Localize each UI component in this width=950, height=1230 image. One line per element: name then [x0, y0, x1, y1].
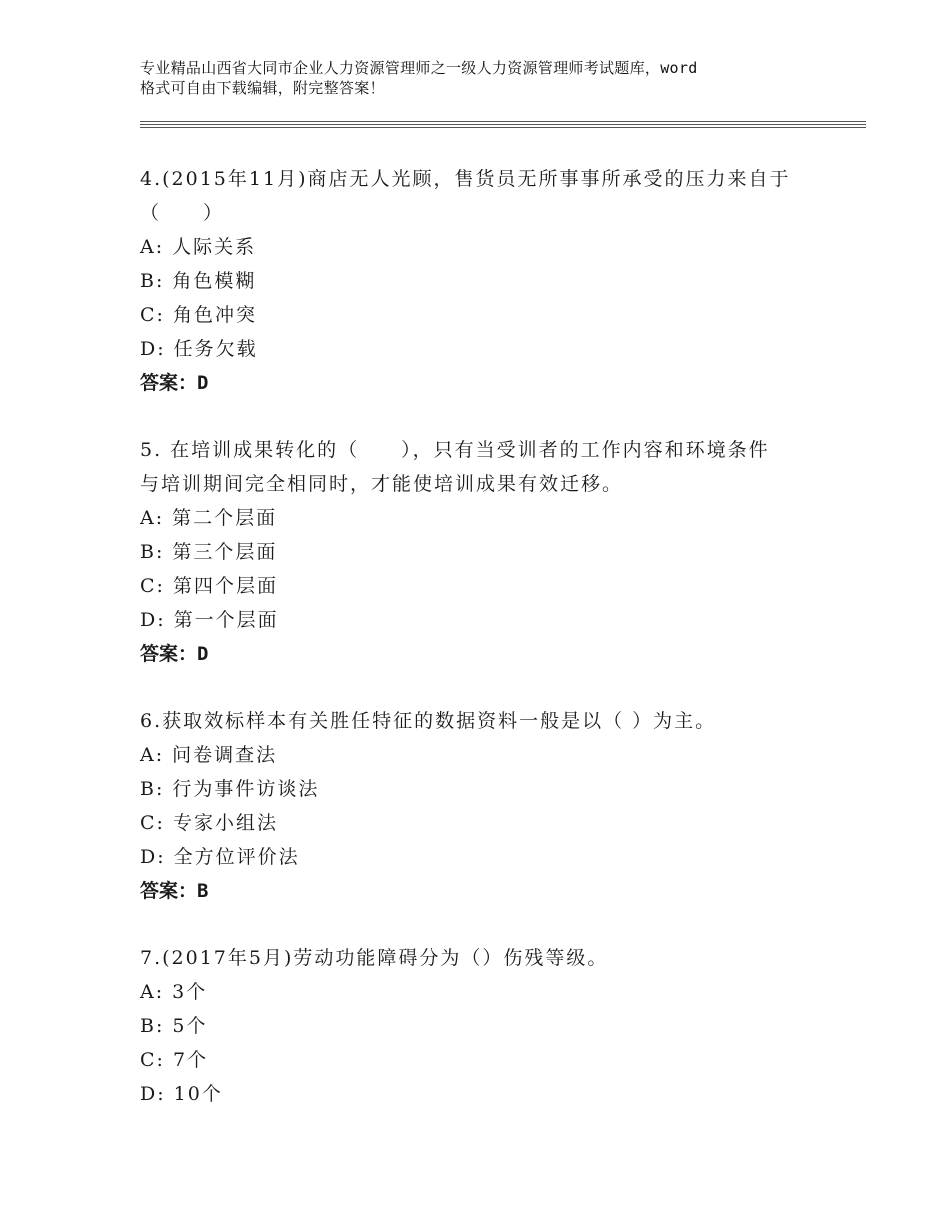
question-list [140, 162, 820, 1144]
header-line-1: 专业精品山西省大同市企业人力资源管理师之一级人力资源管理师考试题库，word [140, 59, 698, 77]
option-a: A: 3个 [140, 981, 208, 1003]
option-b: B: 角色模糊 [140, 270, 257, 292]
question-6 [140, 704, 820, 908]
option-c: C: 专家小组法 [140, 812, 278, 834]
answer: 答案：D [140, 372, 209, 394]
question-5 [140, 433, 820, 671]
question-stem: 4.(2015年11月)商店无人光顾，售货员无所事事所承受的压力来自于 [140, 168, 791, 190]
header-divider [140, 127, 866, 128]
option-b: B: 第三个层面 [140, 541, 278, 563]
answer: 答案：D [140, 643, 209, 665]
option-a: A: 人际关系 [140, 236, 257, 258]
option-d: D: 任务欠载 [140, 338, 258, 360]
option-c: C: 角色冲突 [140, 304, 257, 326]
question-stem: 5. 在培训成果转化的（ ），只有当受训者的工作内容和环境条件 [140, 439, 770, 461]
option-d: D: 全方位评价法 [140, 846, 300, 868]
question-4 [140, 162, 820, 400]
option-c: C: 第四个层面 [140, 575, 278, 597]
document-header [140, 58, 830, 98]
option-b: B: 行为事件访谈法 [140, 778, 320, 800]
question-stem: （ ） [140, 202, 225, 224]
option-c: C: 7个 [140, 1049, 209, 1071]
answer: 答案：B [140, 880, 209, 902]
question-stem: 7.(2017年5月)劳动功能障碍分为（）伤残等级。 [140, 947, 609, 969]
header-divider [140, 121, 866, 122]
question-stem: 与培训期间完全相同时，才能使培训成果有效迁移。 [140, 473, 624, 495]
option-b: B: 5个 [140, 1015, 208, 1037]
header-line-2: 格式可自由下载编辑，附完整答案！ [140, 79, 385, 97]
question-7 [140, 941, 820, 1111]
option-a: A: 问卷调查法 [140, 744, 278, 766]
option-d: D: 第一个层面 [140, 609, 279, 631]
question-stem: 6.获取效标样本有关胜任特征的数据资料一般是以（ ）为主。 [140, 710, 717, 732]
header-divider [140, 124, 866, 125]
option-d: D: 10个 [140, 1083, 223, 1105]
option-a: A: 第二个层面 [140, 507, 278, 529]
